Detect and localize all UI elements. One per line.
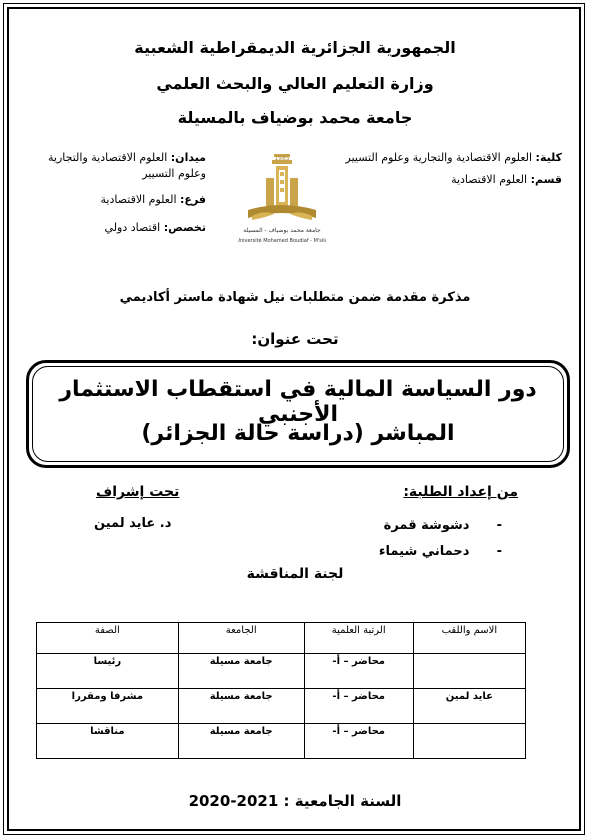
logo-text-fr: Université Mohamed Boudiaf - M'sila bbox=[238, 238, 326, 244]
student-name-2: - دحماني شيماء bbox=[378, 544, 502, 559]
specialty-value: اقتصاد دولي bbox=[104, 221, 161, 234]
committee-label: لجنة المناقشة bbox=[246, 566, 344, 582]
table-row bbox=[37, 689, 526, 724]
table-cell: محاضر – أ- bbox=[304, 654, 413, 689]
university-logo bbox=[238, 150, 326, 246]
field-label: ميدان: bbox=[170, 151, 206, 164]
memo-statement: مذكرة مقدمة ضمن متطلبات نيل شهادة ماستر أكاديمي bbox=[119, 290, 471, 305]
committee-table bbox=[36, 622, 526, 759]
table-cell: جامعة مسيلة bbox=[178, 724, 304, 759]
header-university: الجامعة bbox=[178, 623, 304, 654]
academic-year: السنة الجامعية : 2021-2020 bbox=[188, 792, 402, 810]
thesis-title-line1: دور السياسة المالية في استقطاب الاستثمار الأجنبي bbox=[59, 377, 537, 427]
table-cell: رئيسا bbox=[37, 654, 179, 689]
logo-text-ar: جامعة محمد بوضياف - المسيلة bbox=[243, 227, 321, 234]
department-value: العلوم الاقتصادية bbox=[451, 173, 528, 186]
republic-line: الجمهورية الجزائرية الديمقراطية الشعبية bbox=[134, 38, 456, 57]
table-row bbox=[37, 724, 526, 759]
header-role: الصفة bbox=[37, 623, 179, 654]
table-header-row bbox=[37, 623, 526, 654]
university-logo-icon bbox=[238, 150, 326, 246]
table-cell bbox=[413, 654, 525, 689]
table-cell: عايد لمين bbox=[413, 689, 525, 724]
faculty-label: كلية: bbox=[535, 151, 562, 164]
university-line: جامعة محمد بوضياف بالمسيلة bbox=[177, 108, 413, 127]
ministry-line: وزارة التعليم العالي والبحث العلمي bbox=[156, 74, 434, 93]
specialty-label: تخصص: bbox=[163, 221, 206, 234]
thesis-title-box bbox=[26, 360, 570, 468]
branch-info bbox=[36, 192, 206, 208]
field-info bbox=[36, 150, 206, 182]
field-value: العلوم الاقتصادية والتجارية وعلوم التسيير bbox=[48, 151, 206, 180]
department-label: قسم: bbox=[530, 173, 562, 186]
header-rank: الرتبة العلمية bbox=[304, 623, 413, 654]
table-cell bbox=[413, 724, 525, 759]
student-name-1: - دشوشة قمرة bbox=[383, 518, 502, 533]
faculty-value: العلوم الاقتصادية والتجارية وعلوم التسيير bbox=[345, 151, 533, 164]
table-cell: جامعة مسيلة bbox=[178, 689, 304, 724]
table-cell: مناقشا bbox=[37, 724, 179, 759]
logo-year: 1985 bbox=[274, 155, 290, 162]
table-cell: جامعة مسيلة bbox=[178, 654, 304, 689]
department-info bbox=[322, 172, 562, 188]
under-title-label: تحت عنوان: bbox=[251, 330, 339, 348]
table-row bbox=[37, 654, 526, 689]
header-name: الاسم واللقب bbox=[413, 623, 525, 654]
faculty-info bbox=[322, 150, 562, 166]
supervisor-label: تحت إشراف bbox=[96, 484, 180, 500]
thesis-title-line2: المباشر (دراسة حالة الجزائر) bbox=[141, 421, 455, 446]
branch-value: العلوم الاقتصادية bbox=[100, 193, 177, 206]
specialty-info bbox=[36, 220, 206, 236]
table-cell: محاضر – أ- bbox=[304, 689, 413, 724]
table-cell: محاضر – أ- bbox=[304, 724, 413, 759]
students-label: من إعداد الطلبة: bbox=[403, 484, 518, 500]
table-cell: مشرفا ومقررا bbox=[37, 689, 179, 724]
supervisor-name: د. عايد لمين bbox=[94, 516, 172, 531]
branch-label: فرع: bbox=[180, 193, 206, 206]
